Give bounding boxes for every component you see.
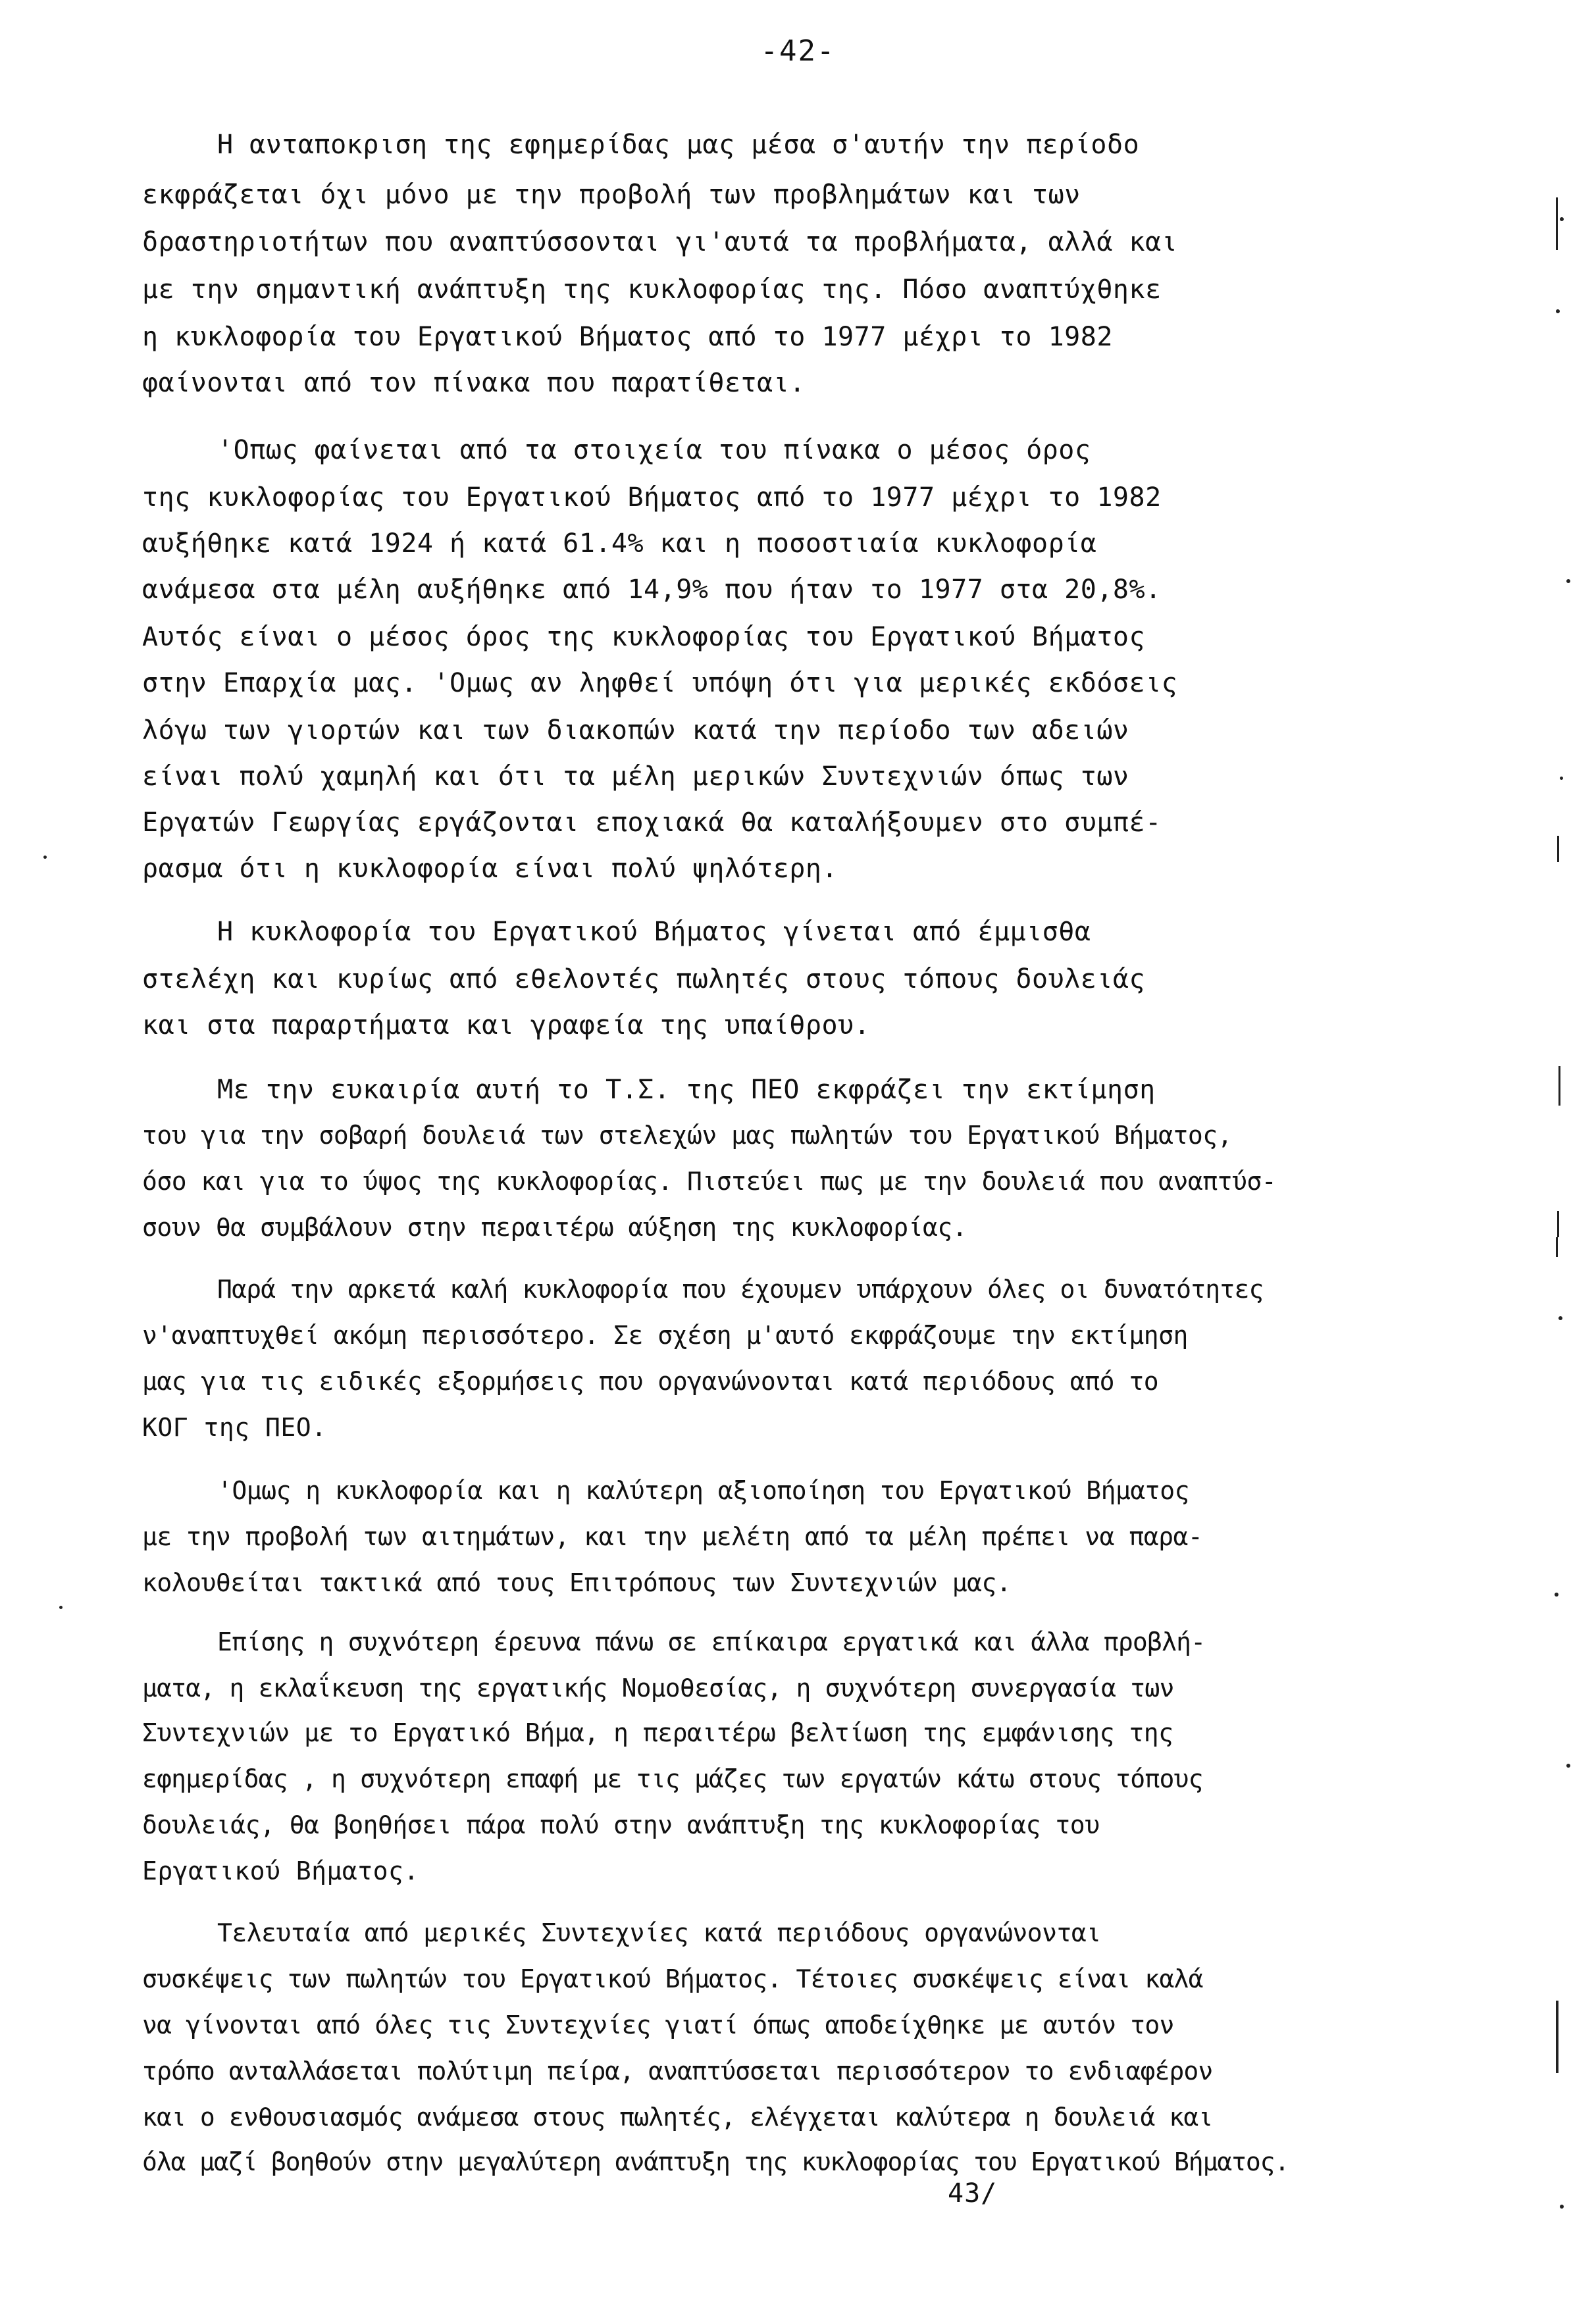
text-line: η κυκλοφορία του Εργατικού Βήματος από το 1977 μέχρι το 1982	[142, 322, 1113, 352]
margin-mark	[1556, 1237, 1558, 1257]
text-line: όλα μαζί βοηθούν στην μεγαλύτερη ανάπτυξη της κυκλοφορίας του Εργατικού Βήματος.	[142, 2147, 1289, 2176]
margin-mark	[43, 856, 47, 859]
margin-mark	[1558, 1316, 1562, 1320]
text-line: και στα παραρτήματα και γραφεία της υπαίθρου.	[142, 1010, 871, 1040]
text-line: 'Οπως φαίνεται από τα στοιχεία του πίνακα ο μέσος όρος	[217, 435, 1091, 465]
text-line: ματα, η εκλαΐκευση της εργατικής Νομοθεσίας, η συχνότερη συνεργασία των	[142, 1674, 1174, 1702]
text-line: ΚΟΓ της ΠΕΟ.	[142, 1413, 327, 1442]
text-line: είναι πολύ χαμηλή και ότι τα μέλη μερικών Συντεχνιών όπως των	[142, 761, 1129, 792]
next-page-number: 43/	[948, 2178, 998, 2209]
text-line: όσο και για το ύψος της κυκλοφορίας. Πιστεύει πως με την δουλειά που αναπτύσ-	[142, 1167, 1277, 1196]
text-line: δουλειάς, θα βοηθήσει πάρα πολύ στην ανάπτυξη της κυκλοφορίας του	[142, 1810, 1100, 1839]
text-line: τρόπο ανταλλάσεται πολύτιμη πείρα, αναπτύσσεται περισσότερον το ενδιαφέρον	[142, 2057, 1213, 2086]
text-line: εφημερίδας , η συχνότερη επαφή με τις μάζες των εργατών κάτω στους τόπους	[142, 1764, 1203, 1793]
text-line: Επίσης η συχνότερη έρευνα πάνω σε επίκαιρα εργατικά και άλλα προβλή-	[217, 1627, 1206, 1656]
margin-mark	[1566, 1764, 1570, 1768]
text-line: κολουθείται τακτικά από τους Επιτρόπους των Συντεχνιών μας.	[142, 1568, 1012, 1597]
margin-mark	[1560, 2205, 1564, 2209]
margin-mark	[1560, 217, 1564, 221]
text-line: του για την σοβαρή δουλειά των στελεχών μας πωλητών του Εργατικού Βήματος,	[142, 1121, 1232, 1150]
text-line: μας για τις ειδικές εξορμήσεις που οργανώνονται κατά περιόδους από το	[142, 1367, 1159, 1396]
text-line: Τελευταία από μερικές Συντεχνίες κατά περιόδους οργανώνονται	[217, 1918, 1101, 1947]
text-line: Η κυκλοφορία του Εργατικού Βήματος γίνεται από έμμισθα	[217, 917, 1091, 947]
text-line: φαίνονται από τον πίνακα που παρατίθεται.	[142, 368, 806, 398]
margin-mark	[1560, 777, 1563, 780]
text-line: ν'αναπτυχθεί ακόμη περισσότερο. Σε σχέση μ'αυτό εκφράζουμε την εκτίμηση	[142, 1321, 1188, 1350]
margin-mark	[1557, 836, 1559, 862]
margin-mark	[59, 1606, 63, 1609]
text-line: Παρά την αρκετά καλή κυκλοφορία που έχουμεν υπάρχουν όλες οι δυνατότητες	[217, 1275, 1264, 1304]
margin-mark	[1557, 1211, 1559, 1237]
margin-mark	[1556, 197, 1558, 250]
text-line: Αυτός είναι ο μέσος όρος της κυκλοφορίας του Εργατικού Βήματος	[142, 622, 1146, 652]
text-line: Με την ευκαιρία αυτή το Τ.Σ. της ΠΕΟ εκφράζει την εκτίμηση	[217, 1075, 1156, 1105]
text-line: Συντεχνιών με το Εργατικό Βήμα, η περαιτέρω βελτίωση της εμφάνισης της	[142, 1718, 1173, 1747]
margin-mark	[1566, 579, 1570, 583]
text-line: με την σημαντική ανάπτυξη της κυκλοφορίας της. Πόσο αναπτύχθηκε	[142, 274, 1162, 305]
text-line: της κυκλοφορίας του Εργατικού Βήματος από το 1977 μέχρι το 1982	[142, 482, 1162, 513]
text-line: με την προβολή των αιτημάτων, και την μελέτη από τα μέλη πρέπει να παρα-	[142, 1522, 1203, 1551]
text-line: στελέχη και κυρίως από εθελοντές πωλητές στους τόπους δουλειάς	[142, 964, 1146, 994]
text-line: στην Επαρχία μας. 'Ομως αν ληφθεί υπόψη ότι για μερικές εκδόσεις	[142, 668, 1178, 698]
text-line: να γίνονται από όλες τις Συντεχνίες γιατί όπως αποδείχθηκε με αυτόν τον	[142, 2010, 1174, 2039]
text-line: Εργατών Γεωργίας εργάζονται εποχιακά θα καταλήξουμεν στο συμπέ-	[142, 807, 1162, 838]
text-line: λόγω των γιορτών και των διακοπών κατά την περίοδο των αδειών	[142, 715, 1129, 746]
text-line: εκφράζεται όχι μόνο με την προβολή των προβλημάτων και των	[142, 180, 1081, 210]
text-line: Η ανταποκριση της εφημερίδας μας μέσα σ'αυτήν την περίοδο	[217, 130, 1140, 160]
text-line: δραστηριοτήτων που αναπτύσσονται γι'αυτά τα προβλήματα, αλλά και	[142, 227, 1178, 257]
margin-mark	[1556, 2001, 1558, 2073]
text-line: και ο ενθουσιασμός ανάμεσα στους πωλητές, ελέγχεται καλύτερα η δουλειά και	[142, 2103, 1213, 2132]
text-line: ανάμεσα στα μέλη αυξήθηκε από 14,9% που ήταν το 1977 στα 20,8%.	[142, 575, 1162, 605]
text-line: 'Ομως η κυκλοφορία και η καλύτερη αξιοποίηση του Εργατικού Βήματος	[217, 1476, 1189, 1505]
text-line: συσκέψεις των πωλητών του Εργατικού Βήματος. Τέτοιες συσκέψεις είναι καλά	[142, 1964, 1203, 1993]
text-line: σουν θα συμβάλουν στην περαιτέρω αύξηση της κυκλοφορίας.	[142, 1213, 967, 1242]
text-line: Εργατικού Βήματος.	[142, 1856, 419, 1885]
text-line: ρασμα ότι η κυκλοφορία είναι πολύ ψηλότερη.	[142, 854, 838, 884]
margin-mark	[1556, 309, 1560, 313]
margin-mark	[1558, 1066, 1560, 1106]
text-line: αυξήθηκε κατά 1924 ή κατά 61.4% και η ποσοστιαία κυκλοφορία	[142, 528, 1097, 559]
page-number: -42-	[760, 34, 836, 68]
margin-mark	[1555, 1593, 1558, 1597]
